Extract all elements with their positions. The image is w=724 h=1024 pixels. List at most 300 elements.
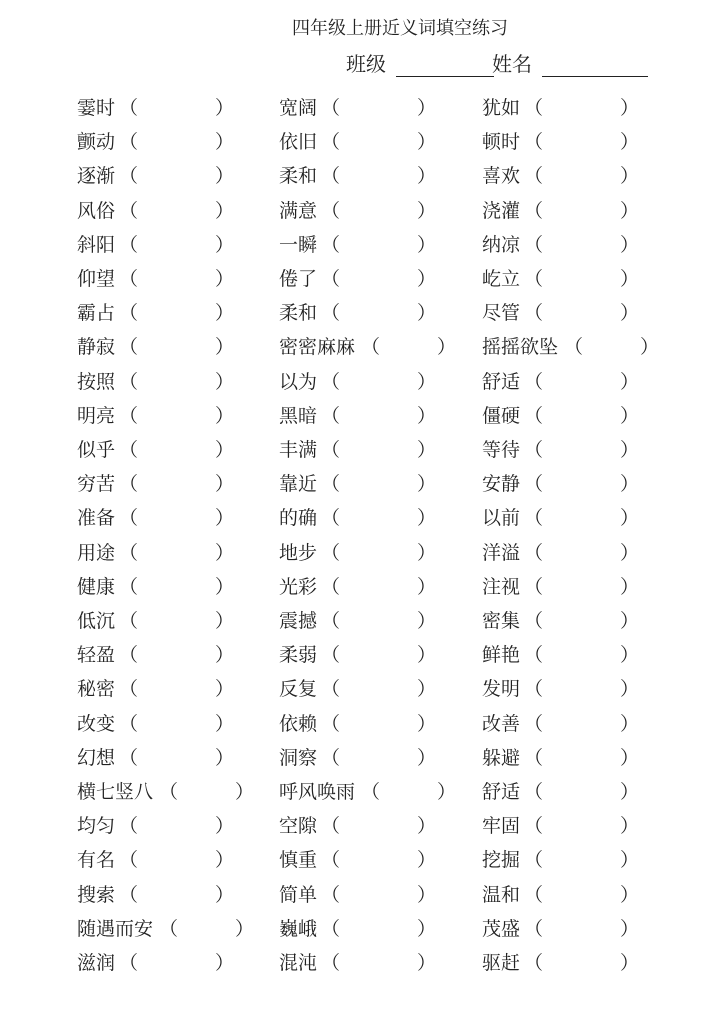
answer-open-paren: （: [524, 371, 544, 393]
answer-open-paren: （: [119, 713, 139, 735]
word-text: 用途: [77, 542, 116, 564]
answer-blank[interactable]: [544, 643, 620, 667]
answer-close-paren: ）: [417, 200, 437, 222]
word-text: 僵硬: [482, 405, 521, 427]
answer-blank[interactable]: [341, 848, 417, 872]
word-text: 幻想: [77, 747, 116, 769]
answer-close-paren: ）: [215, 713, 235, 735]
answer-blank[interactable]: [341, 472, 417, 496]
answer-close-paren: ）: [620, 781, 640, 803]
answer-blank[interactable]: [341, 164, 417, 188]
word-text: 低沉: [77, 610, 116, 632]
answer-blank[interactable]: [544, 506, 620, 530]
answer-blank[interactable]: [544, 438, 620, 462]
answer-open-paren: （: [524, 302, 544, 324]
answer-blank[interactable]: [139, 96, 215, 120]
answer-open-paren: （: [321, 884, 341, 906]
word-item: [482, 335, 660, 359]
answer-open-paren: （: [119, 302, 139, 324]
answer-close-paren: ）: [417, 952, 437, 974]
word-text: 洞察: [279, 747, 318, 769]
word-text: 混沌: [279, 952, 318, 974]
word-item: [279, 814, 437, 838]
answer-blank[interactable]: [139, 746, 215, 770]
answer-close-paren: ）: [215, 747, 235, 769]
answer-open-paren: （: [321, 576, 341, 598]
word-text: 犹如: [482, 97, 521, 119]
answer-blank[interactable]: [544, 96, 620, 120]
word-text: 秘密: [77, 678, 116, 700]
answer-open-paren: （: [119, 336, 139, 358]
word-item: [77, 199, 235, 223]
word-text: 反复: [279, 678, 318, 700]
answer-close-paren: ）: [620, 849, 640, 871]
word-text: 准备: [77, 507, 116, 529]
answer-blank[interactable]: [341, 541, 417, 565]
word-item: [77, 335, 235, 359]
answer-blank[interactable]: [139, 233, 215, 257]
word-item: [279, 541, 437, 565]
answer-open-paren: （: [321, 302, 341, 324]
answer-blank[interactable]: [341, 814, 417, 838]
answer-open-paren: （: [119, 473, 139, 495]
answer-open-paren: （: [321, 713, 341, 735]
word-text: 简单: [279, 884, 318, 906]
answer-open-paren: （: [524, 952, 544, 974]
answer-close-paren: ）: [417, 165, 437, 187]
name-field: [492, 48, 648, 77]
word-text: 似乎: [77, 439, 116, 461]
answer-close-paren: ）: [215, 200, 235, 222]
word-item: [77, 814, 235, 838]
answer-blank[interactable]: [341, 438, 417, 462]
answer-blank[interactable]: [544, 541, 620, 565]
word-text: 依旧: [279, 131, 318, 153]
answer-close-paren: ）: [215, 336, 235, 358]
answer-blank[interactable]: [139, 301, 215, 325]
word-item: [279, 780, 457, 804]
answer-open-paren: （: [524, 918, 544, 940]
answer-blank[interactable]: [584, 335, 640, 359]
word-text: 仰望: [77, 268, 116, 290]
answer-open-paren: （: [119, 952, 139, 974]
answer-close-paren: ）: [417, 131, 437, 153]
answer-close-paren: ）: [620, 200, 640, 222]
word-text: 慎重: [279, 849, 318, 871]
word-item: [279, 609, 437, 633]
answer-open-paren: （: [321, 849, 341, 871]
answer-open-paren: （: [159, 918, 179, 940]
answer-open-paren: （: [524, 97, 544, 119]
answer-close-paren: ）: [417, 405, 437, 427]
word-text: 地步: [279, 542, 318, 564]
word-text: 以前: [482, 507, 521, 529]
answer-open-paren: （: [524, 507, 544, 529]
name-label: 姓名: [492, 52, 532, 76]
answer-blank[interactable]: [139, 438, 215, 462]
answer-close-paren: ）: [215, 405, 235, 427]
word-text: 宽阔: [279, 97, 318, 119]
word-item: [279, 883, 437, 907]
answer-open-paren: （: [361, 781, 381, 803]
answer-open-paren: （: [119, 507, 139, 529]
word-item: [77, 746, 235, 770]
answer-open-paren: （: [524, 610, 544, 632]
answer-blank[interactable]: [179, 917, 235, 941]
answer-blank[interactable]: [544, 917, 620, 941]
answer-close-paren: ）: [215, 371, 235, 393]
answer-close-paren: ）: [215, 165, 235, 187]
word-text: 以为: [279, 371, 318, 393]
answer-open-paren: （: [119, 747, 139, 769]
answer-blank[interactable]: [341, 951, 417, 975]
answer-close-paren: ）: [417, 849, 437, 871]
answer-open-paren: （: [119, 268, 139, 290]
answer-open-paren: （: [524, 165, 544, 187]
answer-open-paren: （: [321, 678, 341, 700]
answer-close-paren: ）: [417, 747, 437, 769]
answer-close-paren: ）: [417, 884, 437, 906]
answer-close-paren: ）: [620, 507, 640, 529]
word-item: [77, 677, 235, 701]
answer-close-paren: ）: [620, 302, 640, 324]
answer-blank[interactable]: [544, 130, 620, 154]
answer-open-paren: （: [524, 405, 544, 427]
answer-close-paren: ）: [620, 952, 640, 974]
answer-blank[interactable]: [341, 267, 417, 291]
word-text: 风俗: [77, 200, 116, 222]
answer-close-paren: ）: [215, 576, 235, 598]
answer-open-paren: （: [321, 97, 341, 119]
answer-blank[interactable]: [341, 301, 417, 325]
word-item: [279, 130, 437, 154]
word-item: [482, 472, 640, 496]
answer-close-paren: ）: [215, 644, 235, 666]
answer-blank[interactable]: [341, 883, 417, 907]
answer-blank[interactable]: [341, 917, 417, 941]
word-item: [279, 438, 437, 462]
word-item: [77, 438, 235, 462]
answer-close-paren: ）: [437, 336, 457, 358]
answer-blank[interactable]: [139, 199, 215, 223]
answer-blank[interactable]: [139, 814, 215, 838]
answer-blank[interactable]: [544, 575, 620, 599]
answer-open-paren: （: [524, 713, 544, 735]
word-item: [482, 951, 640, 975]
word-text: 鲜艳: [482, 644, 521, 666]
answer-close-paren: ）: [215, 952, 235, 974]
word-item: [279, 370, 437, 394]
word-text: 尽管: [482, 302, 521, 324]
word-item: [482, 130, 640, 154]
word-text: 柔弱: [279, 644, 318, 666]
word-item: [77, 951, 235, 975]
word-item: [279, 472, 437, 496]
answer-blank[interactable]: [139, 164, 215, 188]
word-text: 有名: [77, 849, 116, 871]
word-item: [77, 883, 235, 907]
word-text: 驱赶: [482, 952, 521, 974]
answer-open-paren: （: [361, 336, 381, 358]
answer-open-paren: （: [524, 542, 544, 564]
answer-blank[interactable]: [544, 370, 620, 394]
answer-blank[interactable]: [381, 780, 437, 804]
word-text: 屹立: [482, 268, 521, 290]
answer-close-paren: ）: [620, 918, 640, 940]
answer-open-paren: （: [321, 644, 341, 666]
answer-blank[interactable]: [139, 130, 215, 154]
word-text: 舒适: [482, 781, 521, 803]
answer-blank[interactable]: [544, 404, 620, 428]
answer-open-paren: （: [119, 97, 139, 119]
answer-open-paren: （: [119, 371, 139, 393]
word-item: [482, 712, 640, 736]
word-item: [77, 643, 235, 667]
word-item: [482, 233, 640, 257]
word-text: 的确: [279, 507, 318, 529]
word-text: 密密麻麻: [279, 336, 356, 358]
word-text: 舒适: [482, 371, 521, 393]
answer-blank[interactable]: [139, 370, 215, 394]
word-text: 纳凉: [482, 234, 521, 256]
word-item: [482, 506, 640, 530]
answer-open-paren: （: [321, 131, 341, 153]
word-item: [482, 541, 640, 565]
class-blank-line[interactable]: [396, 56, 494, 77]
word-item: [279, 267, 437, 291]
answer-blank[interactable]: [341, 506, 417, 530]
word-item: [482, 164, 640, 188]
answer-close-paren: ）: [620, 371, 640, 393]
answer-close-paren: ）: [620, 644, 640, 666]
answer-close-paren: ）: [417, 713, 437, 735]
word-item: [77, 506, 235, 530]
answer-blank[interactable]: [544, 712, 620, 736]
word-text: 茂盛: [482, 918, 521, 940]
answer-close-paren: ）: [620, 473, 640, 495]
answer-blank[interactable]: [341, 199, 417, 223]
word-text: 斜阳: [77, 234, 116, 256]
answer-blank[interactable]: [139, 335, 215, 359]
answer-open-paren: （: [119, 884, 139, 906]
word-item: [482, 267, 640, 291]
answer-open-paren: （: [524, 439, 544, 461]
word-text: 满意: [279, 200, 318, 222]
answer-close-paren: ）: [620, 405, 640, 427]
answer-blank[interactable]: [139, 506, 215, 530]
answer-open-paren: （: [524, 268, 544, 290]
answer-open-paren: （: [321, 439, 341, 461]
answer-open-paren: （: [524, 200, 544, 222]
answer-blank[interactable]: [341, 575, 417, 599]
answer-blank[interactable]: [544, 472, 620, 496]
answer-blank[interactable]: [544, 951, 620, 975]
answer-blank[interactable]: [179, 780, 235, 804]
answer-close-paren: ）: [215, 302, 235, 324]
answer-close-paren: ）: [640, 336, 660, 358]
word-text: 顿时: [482, 131, 521, 153]
word-text: 依赖: [279, 713, 318, 735]
answer-blank[interactable]: [139, 609, 215, 633]
answer-open-paren: （: [321, 918, 341, 940]
word-item: [279, 233, 437, 257]
answer-blank[interactable]: [139, 643, 215, 667]
answer-open-paren: （: [321, 473, 341, 495]
name-blank-line[interactable]: [542, 56, 648, 77]
word-text: 丰满: [279, 439, 318, 461]
answer-open-paren: （: [119, 131, 139, 153]
word-text: 安静: [482, 473, 521, 495]
answer-open-paren: （: [524, 234, 544, 256]
answer-blank[interactable]: [544, 780, 620, 804]
word-item: [77, 917, 255, 941]
word-item: [482, 404, 640, 428]
answer-blank[interactable]: [139, 848, 215, 872]
word-item: [482, 575, 640, 599]
answer-close-paren: ）: [620, 97, 640, 119]
word-item: [279, 848, 437, 872]
word-text: 静寂: [77, 336, 116, 358]
word-text: 浇灌: [482, 200, 521, 222]
word-text: 轻盈: [77, 644, 116, 666]
answer-open-paren: （: [321, 268, 341, 290]
answer-blank[interactable]: [544, 883, 620, 907]
answer-open-paren: （: [321, 507, 341, 529]
answer-blank[interactable]: [139, 677, 215, 701]
answer-close-paren: ）: [620, 234, 640, 256]
word-item: [77, 301, 235, 325]
word-item: [279, 301, 437, 325]
word-item: [77, 370, 235, 394]
answer-close-paren: ）: [620, 610, 640, 632]
word-item: [482, 883, 640, 907]
word-text: 柔和: [279, 302, 318, 324]
word-text: 牢固: [482, 815, 521, 837]
answer-open-paren: （: [524, 473, 544, 495]
word-item: [77, 130, 235, 154]
word-item: [482, 814, 640, 838]
answer-blank[interactable]: [139, 712, 215, 736]
answer-close-paren: ）: [215, 542, 235, 564]
answer-blank[interactable]: [139, 575, 215, 599]
word-text: 等待: [482, 439, 521, 461]
word-item: [279, 506, 437, 530]
answer-open-paren: （: [119, 542, 139, 564]
word-item: [482, 780, 640, 804]
answer-close-paren: ）: [620, 747, 640, 769]
answer-close-paren: ）: [215, 815, 235, 837]
word-item: [482, 917, 640, 941]
answer-blank[interactable]: [544, 164, 620, 188]
word-item: [77, 233, 235, 257]
word-item: [279, 96, 437, 120]
word-item: [77, 780, 255, 804]
answer-blank[interactable]: [139, 472, 215, 496]
answer-blank[interactable]: [544, 814, 620, 838]
answer-close-paren: ）: [417, 97, 437, 119]
answer-blank[interactable]: [341, 712, 417, 736]
answer-close-paren: ）: [417, 918, 437, 940]
word-text: 呼风唤雨: [279, 781, 356, 803]
word-text: 巍峨: [279, 918, 318, 940]
answer-close-paren: ）: [417, 371, 437, 393]
answer-close-paren: ）: [417, 610, 437, 632]
answer-blank[interactable]: [544, 267, 620, 291]
answer-close-paren: ）: [215, 610, 235, 632]
answer-close-paren: ）: [215, 268, 235, 290]
answer-blank[interactable]: [341, 404, 417, 428]
answer-open-paren: （: [321, 952, 341, 974]
word-item: [77, 848, 235, 872]
word-text: 注视: [482, 576, 521, 598]
answer-close-paren: ）: [620, 439, 640, 461]
word-item: [77, 267, 235, 291]
answer-open-paren: （: [524, 678, 544, 700]
answer-blank[interactable]: [544, 233, 620, 257]
answer-open-paren: （: [524, 849, 544, 871]
answer-blank[interactable]: [341, 746, 417, 770]
answer-open-paren: （: [321, 405, 341, 427]
word-item: [279, 951, 437, 975]
word-text: 黑暗: [279, 405, 318, 427]
word-item: [77, 472, 235, 496]
answer-blank[interactable]: [544, 301, 620, 325]
answer-blank[interactable]: [341, 233, 417, 257]
word-text: 洋溢: [482, 542, 521, 564]
answer-blank[interactable]: [341, 96, 417, 120]
answer-open-paren: （: [119, 439, 139, 461]
answer-blank[interactable]: [341, 643, 417, 667]
answer-close-paren: ）: [417, 507, 437, 529]
answer-blank[interactable]: [139, 404, 215, 428]
answer-open-paren: （: [119, 678, 139, 700]
answer-blank[interactable]: [341, 370, 417, 394]
answer-close-paren: ）: [620, 678, 640, 700]
answer-close-paren: ）: [235, 781, 255, 803]
answer-blank[interactable]: [341, 130, 417, 154]
answer-open-paren: （: [119, 165, 139, 187]
answer-close-paren: ）: [620, 815, 640, 837]
word-text: 健康: [77, 576, 116, 598]
answer-blank[interactable]: [544, 746, 620, 770]
answer-open-paren: （: [321, 165, 341, 187]
answer-open-paren: （: [321, 234, 341, 256]
answer-blank[interactable]: [341, 609, 417, 633]
answer-open-paren: （: [524, 815, 544, 837]
answer-blank[interactable]: [341, 677, 417, 701]
word-text: 改善: [482, 713, 521, 735]
answer-open-paren: （: [524, 576, 544, 598]
answer-blank[interactable]: [381, 335, 437, 359]
answer-close-paren: ）: [235, 918, 255, 940]
answer-open-paren: （: [119, 644, 139, 666]
word-item: [77, 609, 235, 633]
answer-blank[interactable]: [139, 541, 215, 565]
answer-blank[interactable]: [544, 199, 620, 223]
answer-close-paren: ）: [215, 884, 235, 906]
answer-close-paren: ）: [215, 439, 235, 461]
word-text: 柔和: [279, 165, 318, 187]
answer-close-paren: ）: [215, 131, 235, 153]
answer-open-paren: （: [321, 747, 341, 769]
answer-blank[interactable]: [139, 951, 215, 975]
answer-blank[interactable]: [544, 677, 620, 701]
word-item: [482, 609, 640, 633]
answer-blank[interactable]: [544, 609, 620, 633]
answer-blank[interactable]: [544, 848, 620, 872]
answer-blank[interactable]: [139, 267, 215, 291]
answer-blank[interactable]: [139, 883, 215, 907]
